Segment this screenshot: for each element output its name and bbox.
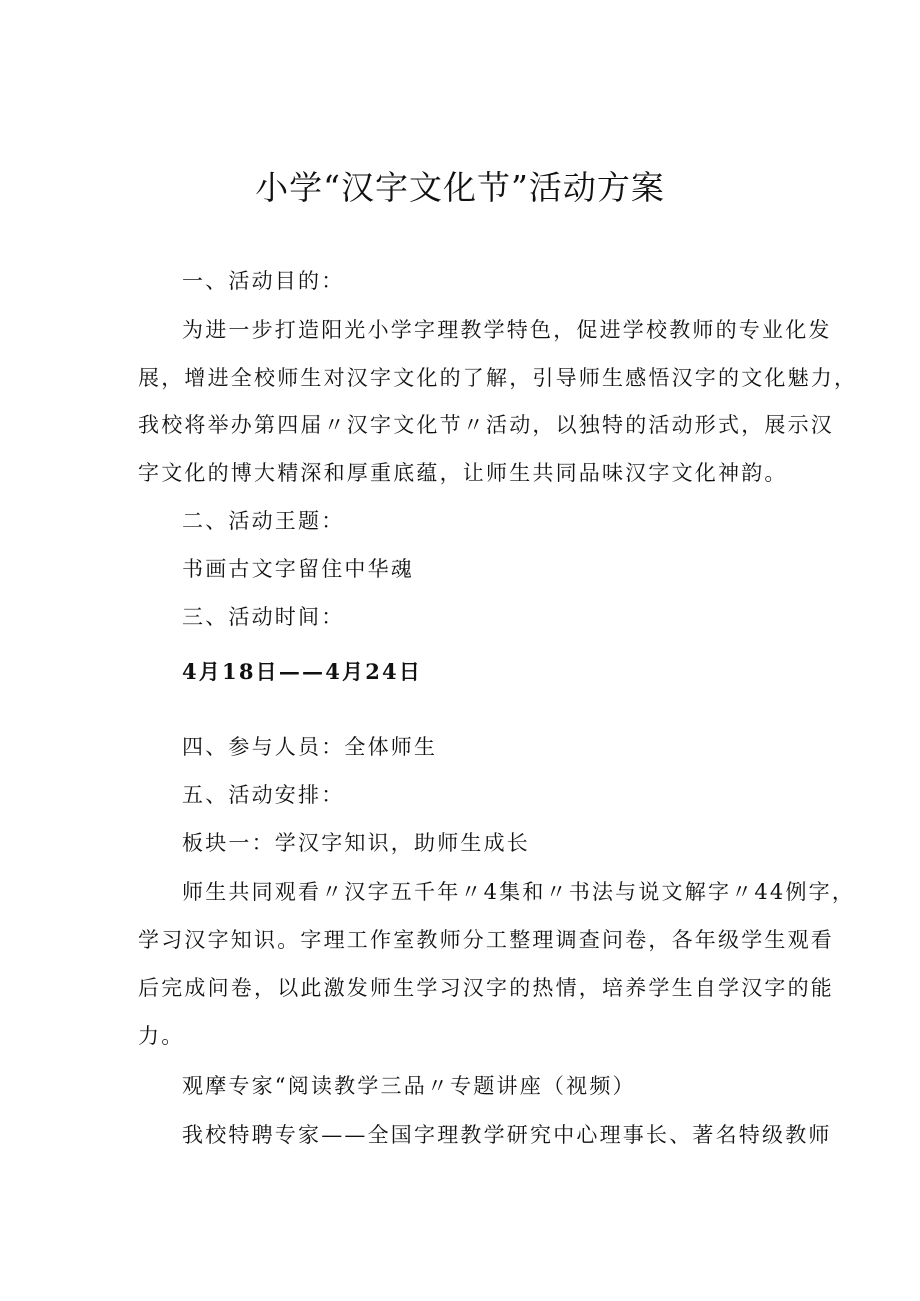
lecture-heading: 观摩专家“阅读教学三品〃专题讲座（视频） <box>182 1074 636 1098</box>
paragraph-line: 为进一步打造阳光小学字理教学特色，促进学校教师的专业化发 <box>182 318 832 342</box>
module-heading: 板块一：学汉字知识，助师生成长 <box>182 831 530 855</box>
paragraph-line: 我校将举办第四届〃汉字文化节〃活动，以独特的活动形式，展示汉 <box>138 413 834 437</box>
section-heading-time: 三、活动时间： <box>182 605 345 629</box>
section-heading-arrangement: 五、活动安排： <box>182 783 345 807</box>
paragraph-line: 师生共同观看〃汉字五千年〃4集和〃书法与说文解字〃44例字， <box>182 880 856 904</box>
paragraph-line: 后完成问卷，以此激发师生学习汉字的热情，培养学生自学汉字的能 <box>138 976 834 1000</box>
document-title: 小学“汉字文化节”活动方案 <box>255 168 665 207</box>
paragraph-line: 展，增进全校师生对汉字文化的了解，引导师生感悟汉字的文化魅力， <box>138 366 858 390</box>
paragraph-line: 力。 <box>138 1024 185 1048</box>
paragraph-line: 字文化的博大精深和厚重底蕴，让师生共同品味汉字文化神韵。 <box>138 461 788 485</box>
paragraph-line: 学习汉字知识。字理工作室教师分工整理调查问卷，各年级学生观看 <box>138 928 834 952</box>
section-heading-purpose: 一、活动目的： <box>182 269 345 293</box>
section-heading-theme: 二、活动王题： <box>182 509 345 533</box>
section-heading-participants: 四、参与人员：全体师生 <box>182 735 438 759</box>
paragraph-line: 我校特聘专家——全国字理教学研究中心理事长、著名特级教师 <box>182 1123 832 1147</box>
theme-text: 书画古文字留住中华魂 <box>182 557 414 581</box>
activity-date-range: 4月18日——4月24日 <box>182 659 423 684</box>
